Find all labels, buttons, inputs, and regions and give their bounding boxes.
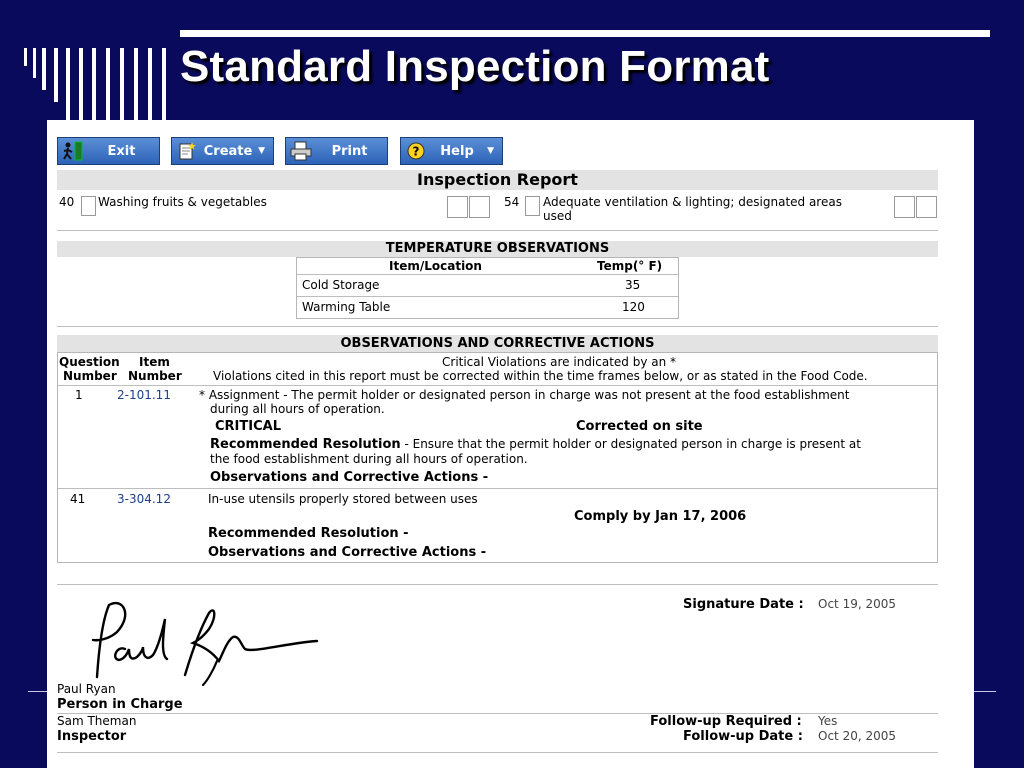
- new-document-icon: [176, 141, 198, 161]
- temperature-cell-item: Cold Storage: [302, 278, 380, 292]
- col-item: Number: [128, 369, 182, 383]
- question-number: 1: [75, 388, 83, 402]
- resolution-text: - Ensure that the permit holder or designated person in charge is present at: [400, 437, 861, 451]
- divider: [57, 584, 938, 585]
- resolution-label: Recommended Resolution: [210, 437, 401, 452]
- violation-description: In-use utensils properly stored between uses: [208, 492, 478, 506]
- violation-description: * Assignment - The permit holder or designated person in charge was not present at the food establishment: [199, 388, 850, 402]
- help-button-label: Help: [440, 143, 474, 159]
- inspection-report-window: [47, 120, 974, 768]
- signature-date-label: Signature Date :: [683, 597, 804, 612]
- followup-required-value: Yes: [818, 714, 838, 728]
- question-number: 41: [70, 492, 86, 506]
- item-score-box[interactable]: [447, 196, 468, 218]
- divider: [57, 713, 938, 714]
- critical-flag: CRITICAL: [215, 419, 281, 434]
- exit-button-label: Exit: [107, 143, 136, 159]
- item-checkbox[interactable]: [525, 196, 540, 216]
- observations-label: Observations and Corrective Actions -: [208, 545, 487, 560]
- slide-title: Standard Inspection Format: [180, 42, 770, 91]
- resolution-label: Recommended Resolution -: [208, 526, 409, 541]
- divider: [57, 230, 938, 231]
- observations-label: Observations and Corrective Actions -: [210, 470, 489, 485]
- item-score-box[interactable]: [469, 196, 490, 218]
- slide-decorative-bars: [24, 48, 174, 120]
- temperature-cell-item: Warming Table: [302, 300, 391, 314]
- exit-button[interactable]: [57, 137, 160, 165]
- person-name: Paul Ryan: [57, 682, 116, 696]
- resolution-text: the food establishment during all hours of operation.: [210, 452, 528, 466]
- help-button[interactable]: [400, 137, 503, 165]
- followup-required-label: Follow-up Required :: [650, 714, 802, 729]
- slide-top-rule: [180, 30, 990, 37]
- print-button[interactable]: [285, 137, 388, 165]
- report-title: Inspection Report: [57, 170, 938, 190]
- divider: [57, 326, 938, 327]
- status-text: Corrected on site: [576, 419, 703, 434]
- item-score-box[interactable]: [916, 196, 937, 218]
- create-button[interactable]: [171, 137, 274, 165]
- create-button-label: Create: [203, 143, 253, 159]
- svg-text:?: ?: [412, 144, 420, 159]
- divider: [57, 752, 938, 753]
- followup-date-label: Follow-up Date :: [683, 729, 803, 744]
- chevron-down-icon: ▼: [487, 146, 494, 156]
- followup-date-value: Oct 20, 2005: [818, 729, 896, 743]
- temperature-cell-temp: 35: [625, 278, 641, 292]
- item-checkbox[interactable]: [81, 196, 96, 216]
- printer-icon: [290, 141, 312, 161]
- person-role: Person in Charge: [57, 697, 183, 712]
- item-number-link[interactable]: 3-304.12: [117, 492, 171, 506]
- slide-divider-right: [974, 691, 996, 692]
- print-button-label: Print: [331, 143, 368, 159]
- observations-table: [57, 352, 938, 563]
- col-question: Question: [59, 355, 120, 369]
- violations-note: Violations cited in this report must be corrected within the time frames below, or as stated in the Food Code.: [213, 369, 868, 383]
- col-item: Item: [139, 355, 170, 369]
- item-number-link[interactable]: 2-101.11: [117, 388, 171, 402]
- col-question: Number: [63, 369, 117, 383]
- inspector-name: Sam Theman: [57, 714, 137, 728]
- help-icon: [405, 141, 427, 161]
- signature-date-value: Oct 19, 2005: [818, 597, 896, 611]
- inspector-role: Inspector: [57, 729, 127, 744]
- item-label: Washing fruits & vegetables: [98, 195, 267, 209]
- status-text: Comply by Jan 17, 2006: [574, 509, 747, 524]
- item-label: Adequate ventilation & lighting; designated areas: [543, 195, 842, 209]
- temperature-cell-temp: 120: [622, 300, 645, 314]
- signature-image: [67, 597, 327, 687]
- temperature-col-item: Item/Location: [389, 259, 482, 273]
- temperature-table: [296, 257, 679, 319]
- item-number: 54: [504, 195, 520, 209]
- critical-note: Critical Violations are indicated by an *: [442, 355, 677, 369]
- exit-icon: [62, 141, 84, 161]
- slide-divider-left: [28, 691, 48, 692]
- violation-description: during all hours of operation.: [210, 402, 385, 416]
- temperature-col-temp: Temp(° F): [597, 259, 663, 273]
- temperature-heading: TEMPERATURE OBSERVATIONS: [57, 241, 938, 257]
- item-score-box[interactable]: [894, 196, 915, 218]
- item-label: used: [543, 209, 572, 223]
- observations-heading: OBSERVATIONS AND CORRECTIVE ACTIONS: [57, 335, 938, 352]
- item-number: 40: [59, 195, 75, 209]
- chevron-down-icon: ▼: [258, 146, 265, 156]
